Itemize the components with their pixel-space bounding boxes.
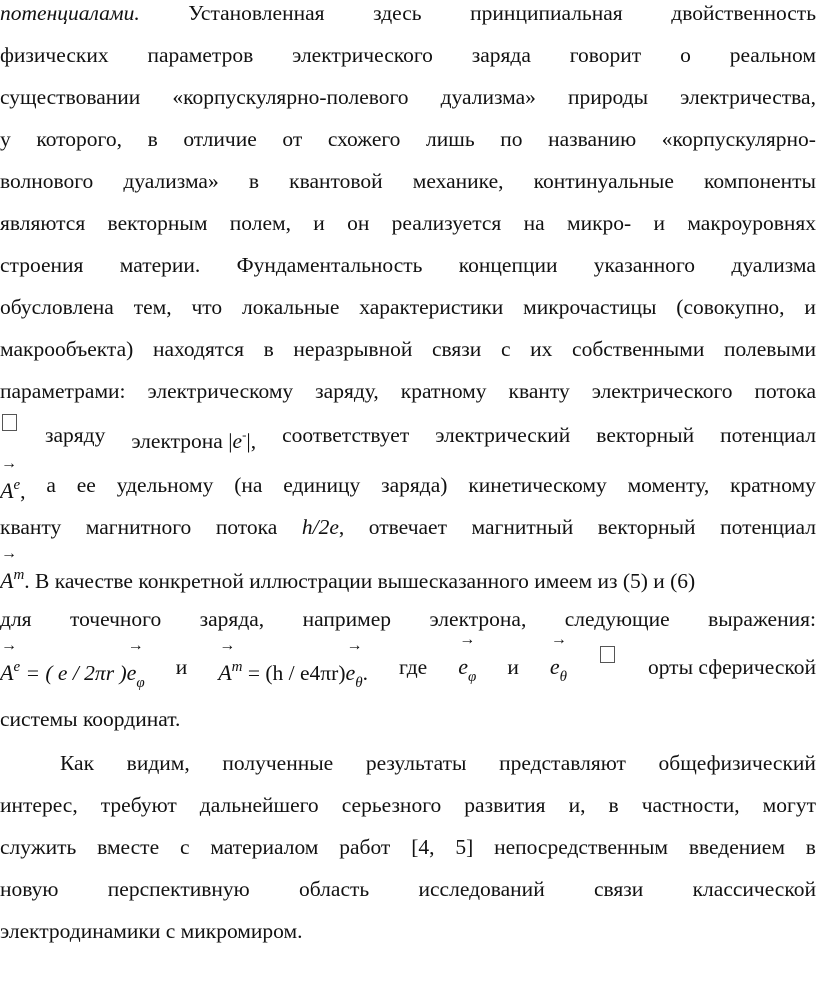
vector-superscript: m [231,659,243,675]
word: введением [688,835,785,859]
word: на [523,211,545,235]
charge-superscript: - [242,427,247,442]
word: результаты [365,751,467,775]
subscript-theta: θ [355,675,363,691]
word: волнового [0,169,94,193]
word: материи. [119,253,201,277]
word: электрона [131,429,223,453]
text-line [0,160,816,202]
word: параметрами: [0,379,126,403]
word: природы [568,85,649,109]
word: электричества, [680,85,816,109]
word: а [46,473,56,497]
subscript-phi: φ [468,669,477,685]
unit-vector-e: → e [550,646,560,688]
word: у [0,127,11,151]
word: и [653,211,666,235]
word: «корпускулярно- [661,127,816,151]
word: заряду [44,423,106,447]
word: где [399,655,428,679]
equation-ae [0,646,145,691]
word: потока [215,515,278,539]
word: кинетическому [468,473,607,497]
word: вместе [97,835,160,859]
vector-A: → A [218,652,231,694]
word: заряда) [381,473,448,497]
word: (совокупно, [676,295,785,319]
text-line [0,826,816,868]
word: выражения: [708,607,816,631]
word: дуализма» [440,85,536,109]
word: концепции [458,253,558,277]
word: о [680,43,691,67]
word: собственными [572,337,705,361]
comma: , [20,479,26,503]
word: обусловлена [0,295,114,319]
word: материалом [210,835,319,859]
text-line [0,506,816,548]
word: удельному [116,473,214,497]
word: находятся [152,337,244,361]
word: интерес, [0,793,78,817]
sentence: . В качестве конкретной иллюстрации вышесказанного имеем из (5) и (6) [24,569,696,593]
word: полем, [229,211,291,235]
text-line [0,554,816,596]
unit-vector-e: → e [458,646,468,688]
word: и [313,211,325,235]
word: кванту [508,379,570,403]
word: дуализма [731,253,816,277]
vector-superscript: e [13,477,21,493]
word: для [0,607,32,631]
word: в [805,835,816,859]
text-line [0,910,816,952]
word: и, [568,793,586,817]
vector-A: → A [0,470,13,512]
word: их [530,337,553,361]
word: векторным [107,211,208,235]
word: лишь [426,127,475,151]
word: микрочастицы [523,295,657,319]
word: физических [0,43,109,67]
word: и [175,655,188,679]
text-line [0,286,816,328]
word: полевыми [724,337,816,361]
word: строения [0,253,84,277]
word: названию [548,127,637,151]
vector-superscript: e [13,659,21,675]
word: электрическому [147,379,294,403]
vector-superscript: m [13,567,25,583]
word: «корпускулярно-полевого [172,85,409,109]
word: в [608,793,619,817]
word: служить [0,835,77,859]
word: характеристики [359,295,504,319]
word: компоненты [704,169,816,193]
unit-vector-e: → e [345,652,355,694]
word: неразрывной [293,337,413,361]
word: макроуровнях [687,211,816,235]
text-line [0,464,816,506]
sentence: системы координат. [0,707,181,731]
text-line [0,244,816,286]
word: Установленная [188,1,325,25]
word: частности, [641,793,740,817]
word: классической [692,877,816,901]
word: локальные [242,295,340,319]
text-line [0,698,816,740]
text-line [0,370,816,412]
word: реальном [729,43,816,67]
word: схожего [327,127,401,151]
word: здесь [373,1,422,25]
word: что [191,295,223,319]
word: электрический [435,423,571,447]
flux-quantum: h/2e, [301,515,345,539]
word: область [299,877,370,901]
text-line [0,414,816,456]
text-line [0,118,816,160]
word: существовании [0,85,141,109]
word: орты сферической [647,655,816,679]
equation-line [0,646,816,691]
word: электрона, [429,607,527,631]
word: потенциалами. [0,1,140,25]
word: в [147,127,158,151]
word: потенциал [720,515,816,539]
word: дальнейшего [199,793,319,817]
word: следующие [564,607,670,631]
word: принципиальная [470,1,623,25]
charge-phrase: электрона |e-|, [131,427,257,453]
word: отличие [183,127,257,151]
word: от [282,127,303,151]
text-line [0,868,816,910]
word: представляют [499,751,626,775]
missing-glyph-box [600,646,615,663]
word: реализуется [391,211,502,235]
word: перспективную [107,877,250,901]
word: например [302,607,392,631]
word: 5] [455,835,474,859]
word: моменту, [627,473,710,497]
text-line [0,784,816,826]
word: с [500,337,511,361]
text-line [0,0,816,34]
word: кратному [400,379,487,403]
word: континуальные [533,169,674,193]
word: заряда, [199,607,265,631]
missing-glyph-box [2,414,17,431]
word: потока [754,379,816,403]
word: заряда [471,43,531,67]
text-line [0,76,816,118]
text-line [0,34,816,76]
period: . [362,661,368,685]
flux-formula: h/2e [301,515,339,539]
unit-vector-theta [550,646,567,688]
vector-A: → A [0,560,13,602]
text-line [0,598,816,640]
word: полученные [222,751,334,775]
unit-vector-phi [458,646,476,688]
word: общефизический [658,751,816,775]
vector-A: → A [0,652,13,694]
word: ее [76,473,96,497]
word: связи [432,337,482,361]
word: говорит [569,43,642,67]
word: магнитного [85,515,192,539]
word: заряду, [315,379,379,403]
subscript-theta: θ [559,669,567,685]
word: потенциал [720,423,816,447]
sentence: электродинамики с микромиром. [0,919,303,943]
word: непосредственным [494,835,668,859]
word: двойственность [671,1,816,25]
word: единицу [283,473,361,497]
word: исследований [418,877,545,901]
word: видим, [126,751,190,775]
word: по [500,127,523,151]
word: микро- [566,211,632,235]
word: развития [464,793,546,817]
charge-symbol: e [232,429,243,453]
word: в [248,169,259,193]
word: требуют [100,793,177,817]
word: электрического [292,43,433,67]
word: в [263,337,274,361]
word: которого, [36,127,122,151]
equation-rhs: = (h / e4πr) [247,661,346,685]
word: (на [234,473,263,497]
subscript-phi: φ [136,675,145,691]
unit-vector-e: → e [127,652,137,694]
word: отвечает [368,515,447,539]
word: магнитный [471,515,574,539]
word: точечного [69,607,162,631]
equation-am [218,646,368,691]
word: тем, [133,295,172,319]
equation-rhs: = ( e / 2πr ) [25,661,127,685]
word: Фундаментальность [236,253,423,277]
word: серьезного [341,793,442,817]
word: и [507,655,519,679]
word: дуализма» [123,169,219,193]
word: [4, [411,835,435,859]
word: Как [60,751,95,775]
text-line [0,202,816,244]
word: механике, [412,169,504,193]
word: он [347,211,370,235]
word: могут [762,793,816,817]
word: векторный [596,423,695,447]
word: и [804,295,816,319]
word: соответствует [282,423,410,447]
text-line [0,742,816,784]
word: являются [0,211,86,235]
word: указанного [593,253,696,277]
text-line [0,328,816,370]
word: векторный [597,515,696,539]
word: параметров [147,43,254,67]
word: с [179,835,190,859]
word: электрического [591,379,733,403]
word: новую [0,877,59,901]
word: кванту [0,515,62,539]
word: квантовой [289,169,383,193]
word: работ [339,835,391,859]
word: макрообъекта) [0,337,134,361]
vector-potential-e [0,464,26,506]
word: связи [594,877,644,901]
word: кратному [730,473,816,497]
